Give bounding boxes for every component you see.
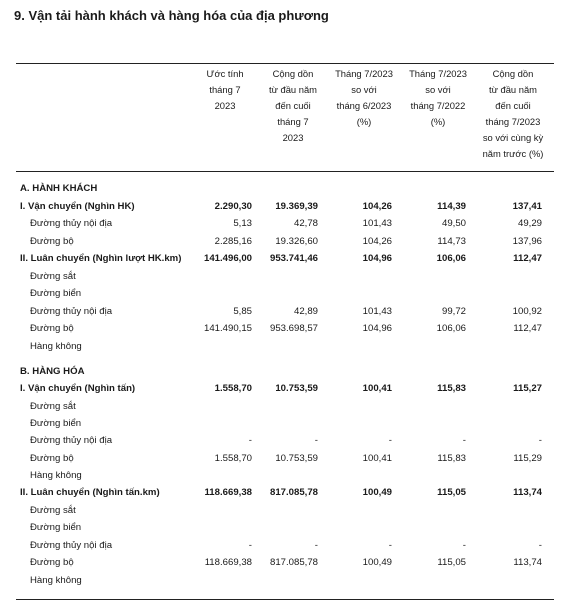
cell-value: 112,47 (513, 253, 542, 264)
row-label: Đường bộ (30, 236, 74, 247)
cell-value: - (462, 435, 466, 446)
header-line: tháng 7/2022 (410, 100, 466, 111)
header-col-cumulative (256, 66, 330, 146)
section-heading: A. HÀNH KHÁCH (20, 183, 98, 194)
cell-value: 115,29 (513, 453, 542, 464)
header-col-estimate (190, 66, 260, 114)
cell-value: 2.285,16 (214, 236, 252, 247)
cell-value: 115,05 (437, 557, 466, 568)
header-col-vs-prev-month (326, 66, 402, 130)
table-row (0, 268, 572, 285)
row-label: I. Vận chuyển (Nghìn tấn) (20, 383, 136, 394)
cell-value: 104,96 (362, 323, 392, 334)
cell-value: 1.558,70 (214, 453, 252, 464)
header-col-vs-prev-year (400, 66, 476, 130)
cell-value: 115,27 (513, 383, 542, 394)
cell-value: 104,26 (362, 236, 392, 247)
table-row (0, 180, 572, 197)
table-row (0, 467, 572, 484)
row-label: Hàng không (30, 341, 82, 352)
header-line: tháng 7 (277, 116, 309, 127)
table-row (0, 250, 572, 267)
table-row (0, 215, 572, 232)
header-line: (%) (430, 116, 446, 127)
cell-value: - (248, 435, 252, 446)
header-line: so với (425, 84, 451, 95)
header-line: đến cuối (495, 100, 531, 111)
cell-value: 10.753,59 (275, 383, 318, 394)
cell-value: - (314, 540, 318, 551)
row-label: I. Vận chuyển (Nghìn HK) (20, 201, 135, 212)
table-row (0, 537, 572, 554)
cell-value: 115,83 (437, 453, 466, 464)
cell-value: 113,74 (513, 487, 542, 498)
row-label: Đường biển (30, 418, 82, 429)
cell-value: 101,43 (362, 306, 392, 317)
cell-value: 99,72 (441, 306, 466, 317)
table-row (0, 484, 572, 501)
cell-value: 953.698,57 (269, 323, 318, 334)
cell-value: 100,92 (512, 306, 542, 317)
header-line: đến cuối (275, 100, 311, 111)
row-label: Đường sắt (30, 401, 76, 412)
row-label: Đường thủy nội địa (30, 540, 113, 551)
cell-value: 5,85 (233, 306, 252, 317)
cell-value: 113,74 (513, 557, 542, 568)
cell-value: 100,41 (362, 383, 392, 394)
row-label: Đường bộ (30, 323, 74, 334)
cell-value: 106,06 (436, 253, 466, 264)
cell-value: - (462, 540, 466, 551)
table-header-rule (16, 171, 554, 172)
table-top-rule (16, 63, 554, 64)
row-label: Hàng không (30, 575, 82, 586)
section-heading: B. HÀNG HÓA (20, 366, 85, 377)
header-line: từ đầu năm (489, 84, 537, 95)
cell-value: 953.741,46 (269, 253, 318, 264)
cell-value: 137,96 (512, 236, 542, 247)
row-label: Đường bộ (30, 453, 74, 464)
table-row (0, 320, 572, 337)
cell-value: 817.085,78 (269, 557, 318, 568)
table-row (0, 198, 572, 215)
header-line: so với (351, 84, 377, 95)
cell-value: 115,83 (437, 383, 466, 394)
cell-value: 49,50 (441, 218, 466, 229)
header-line: 2023 (214, 100, 236, 111)
cell-value: - (538, 435, 542, 446)
cell-value: 106,06 (436, 323, 466, 334)
cell-value: 817.085,78 (269, 487, 318, 498)
row-label: Đường sắt (30, 271, 76, 282)
cell-value: 10.753,59 (275, 453, 318, 464)
cell-value: 114,39 (437, 201, 466, 212)
table-row (0, 554, 572, 571)
table-row (0, 363, 572, 380)
table-row (0, 398, 572, 415)
cell-value: - (388, 435, 392, 446)
table-row (0, 303, 572, 320)
cell-value: 112,47 (513, 323, 542, 334)
row-label: II. Luân chuyển (Nghìn tấn.km) (20, 487, 160, 498)
header-line: Tháng 7/2023 (335, 68, 393, 79)
row-label: Đường sắt (30, 505, 76, 516)
cell-value: 19.369,39 (275, 201, 318, 212)
cell-value: 1.558,70 (214, 383, 252, 394)
table-row (0, 285, 572, 302)
cell-value: - (388, 540, 392, 551)
cell-value: 5,13 (233, 218, 252, 229)
table-row (0, 519, 572, 536)
cell-value: 137,41 (512, 201, 542, 212)
header-line: từ đầu năm (269, 84, 317, 95)
table-row (0, 415, 572, 432)
header-line: (%) (356, 116, 372, 127)
header-line: Cộng dồn (272, 68, 314, 79)
cell-value: 100,49 (362, 557, 392, 568)
cell-value: 49,29 (517, 218, 542, 229)
row-label: Hàng không (30, 470, 82, 481)
table-row (0, 432, 572, 449)
cell-value: - (248, 540, 252, 551)
cell-value: 118.669,38 (204, 557, 252, 568)
header-line: Cộng dồn (492, 68, 534, 79)
cell-value: 141.496,00 (203, 253, 252, 264)
page-title: 9. Vận tải hành khách và hàng hóa của địa phương (14, 8, 329, 23)
cell-value: 104,26 (362, 201, 392, 212)
table-row (0, 502, 572, 519)
cell-value: 100,41 (362, 453, 392, 464)
header-line: Tháng 7/2023 (409, 68, 467, 79)
cell-value: 114,73 (437, 236, 466, 247)
header-line: 2023 (282, 132, 304, 143)
table-row (0, 233, 572, 250)
cell-value: 101,43 (362, 218, 392, 229)
header-line: so với cùng kỳ (482, 132, 544, 143)
cell-value: 42,89 (293, 306, 318, 317)
cell-value: - (314, 435, 318, 446)
cell-value: 100,49 (362, 487, 392, 498)
row-label: Đường thủy nội địa (30, 435, 113, 446)
header-line: tháng 6/2023 (336, 100, 392, 111)
cell-value: 118.669,38 (204, 487, 252, 498)
table-row (0, 380, 572, 397)
cell-value: 141.490,15 (203, 323, 252, 334)
cell-value: 115,05 (437, 487, 466, 498)
header-line: tháng 7 (209, 84, 241, 95)
row-label: Đường thủy nội địa (30, 306, 113, 317)
header-line: tháng 7/2023 (485, 116, 541, 127)
cell-value: 104,96 (362, 253, 392, 264)
row-label: Đường thủy nội địa (30, 218, 113, 229)
row-label: II. Luân chuyển (Nghìn lượt HK.km) (20, 253, 182, 264)
row-label: Đường bộ (30, 557, 74, 568)
table-row (0, 450, 572, 467)
header-line: Ước tính (206, 68, 244, 79)
table-bottom-rule (16, 599, 554, 600)
header-line: năm trước (%) (482, 148, 544, 159)
cell-value: - (538, 540, 542, 551)
row-label: Đường biển (30, 288, 82, 299)
cell-value: 42,78 (293, 218, 318, 229)
header-col-cumulative-vs-year (470, 66, 556, 162)
cell-value: 2.290,30 (214, 201, 252, 212)
table-row (0, 572, 572, 589)
cell-value: 19.326,60 (275, 236, 318, 247)
table-row (0, 338, 572, 355)
row-label: Đường biển (30, 522, 82, 533)
